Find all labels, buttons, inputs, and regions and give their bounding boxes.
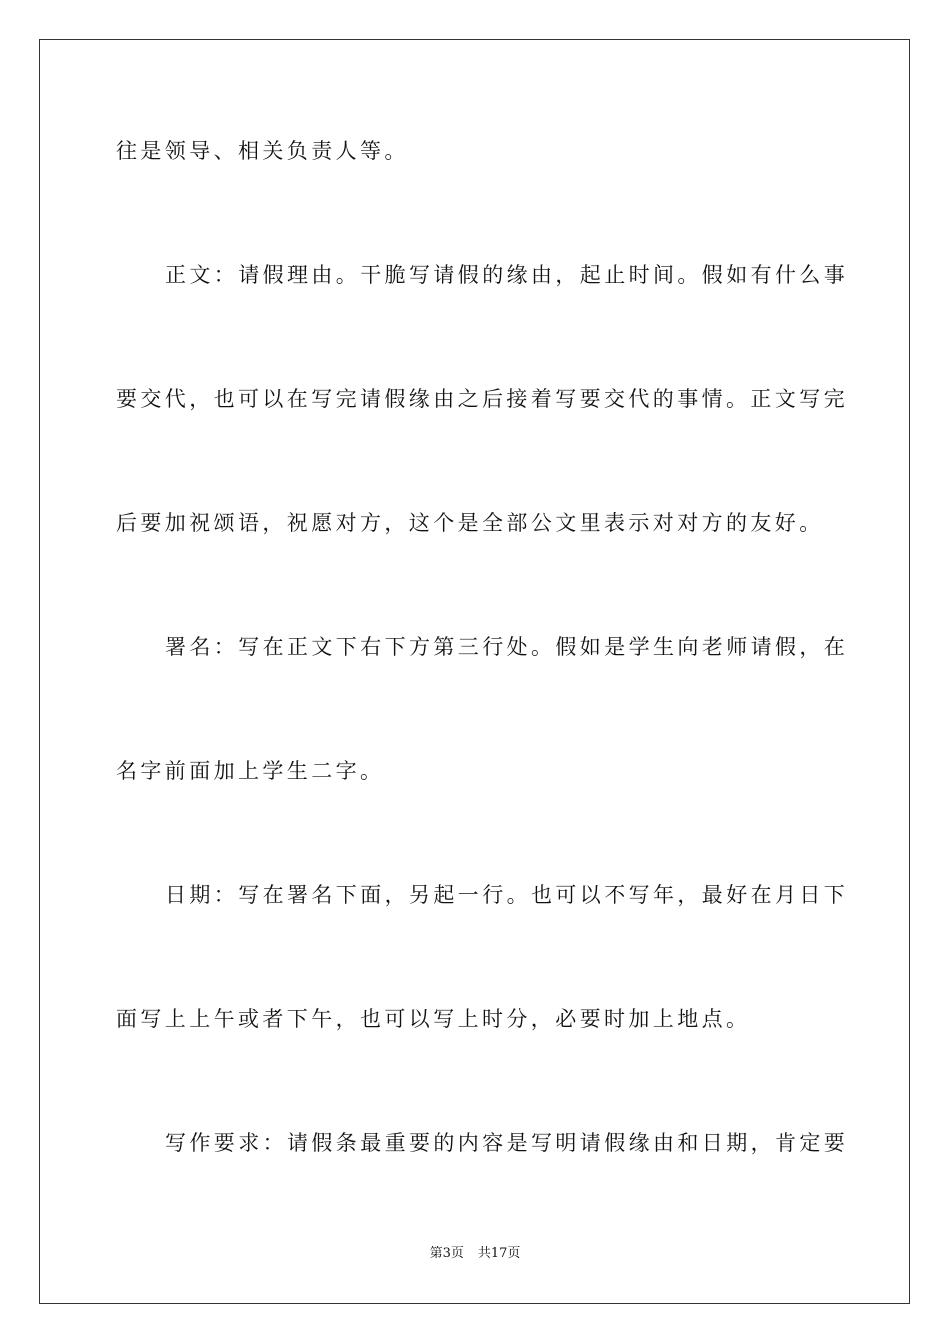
page-footer	[0, 1245, 950, 1263]
body-line-6: 名字前面加上学生二字。	[116, 759, 385, 783]
body-line-2: 正文：请假理由。干脆写请假的缘由，起止时间。假如有什么事	[165, 263, 849, 287]
page-total: 共17页	[477, 1246, 521, 1261]
page-number: 第3页	[429, 1246, 464, 1261]
body-line-3: 要交代，也可以在写完请假缘由之后接着写要交代的事情。正文写完	[116, 387, 848, 411]
body-line-5: 署名：写在正文下右下方第三行处。假如是学生向老师请假，在	[165, 635, 849, 659]
body-line-1: 往是领导、相关负责人等。	[116, 139, 409, 163]
body-line-9: 写作要求：请假条最重要的内容是写明请假缘由和日期，肯定要	[165, 1131, 849, 1155]
body-line-4: 后要加祝颂语，祝愿对方，这个是全部公文里表示对对方的友好。	[116, 511, 824, 535]
page-frame	[39, 39, 910, 1304]
body-line-7: 日期：写在署名下面，另起一行。也可以不写年，最好在月日下	[165, 883, 849, 907]
body-line-8: 面写上上午或者下午，也可以写上时分，必要时加上地点。	[116, 1007, 751, 1031]
